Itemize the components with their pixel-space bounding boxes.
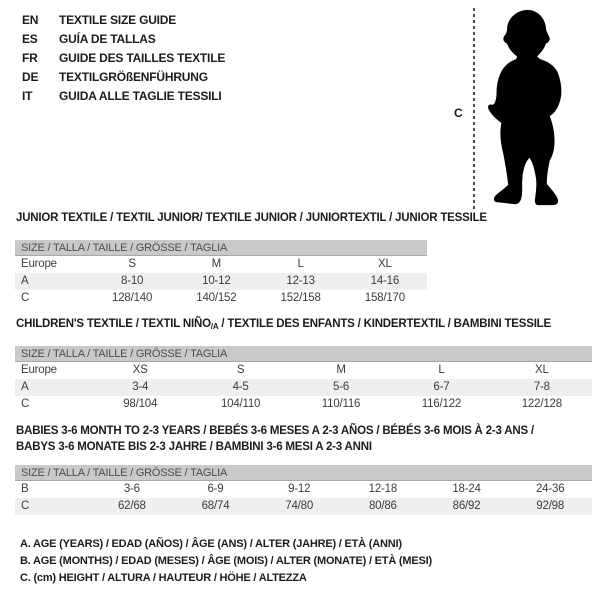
age-cell: 12-18 <box>368 483 398 495</box>
row-label: Europe <box>21 258 57 270</box>
footnote-height: C. (cm) HEIGHT / ALTURA / HAUTEUR / HÖHE / ALTEZZA <box>20 572 307 584</box>
footnote-age-months: B. AGE (MONTHS) / EDAD (MESES) / ÂGE (MOIS) / ALTER (MONATE) / ETÀ (MESI) <box>20 555 432 567</box>
height-measure-label: C <box>454 106 463 120</box>
height-cell: 74/80 <box>285 500 314 512</box>
height-cell: 110/116 <box>321 398 361 410</box>
babies-size-table <box>15 465 592 515</box>
title-subscript: /A <box>210 322 219 331</box>
row-label: Europe <box>21 364 57 376</box>
language-code: IT <box>22 89 33 103</box>
age-cell: 6-7 <box>433 381 450 393</box>
age-cell: 12-13 <box>286 275 315 287</box>
age-cell: 24-36 <box>535 483 565 495</box>
legend-footnotes <box>20 536 432 587</box>
table-row-europe <box>15 362 592 379</box>
footnote-age-years: A. AGE (YEARS) / EDAD (AÑOS) / ÂGE (ANS) / ALTER (JAHRE) / ETÀ (ANNI) <box>20 538 402 550</box>
junior-table-title: JUNIOR TEXTILE / TEXTIL JUNIOR/ TEXTILE JUNIOR / JUNIORTEXTIL / JUNIOR TESSILE <box>16 212 487 224</box>
baby-silhouette-icon <box>479 7 576 210</box>
language-label: GUIDA ALLE TAGLIE TESSILI <box>59 89 222 103</box>
height-cell: 116/122 <box>421 398 462 410</box>
language-row-it <box>22 87 225 106</box>
size-cell: S <box>236 364 245 376</box>
age-cell: 14-16 <box>370 275 400 287</box>
row-label: C <box>21 500 30 512</box>
children-table-title <box>16 318 551 331</box>
language-row-en <box>22 11 225 30</box>
language-row-es <box>22 30 225 49</box>
language-label: TEXTILGRÖßENFÜHRUNG <box>59 70 208 84</box>
age-cell: 3-4 <box>132 381 149 393</box>
age-cell: 10-12 <box>202 275 231 287</box>
size-cell: L <box>438 364 445 376</box>
title-line-1: BABIES 3-6 MONTH TO 2-3 YEARS / BEBÉS 3-6 MESES A 2-3 AÑOS / BÉBÉS 3-6 MOIS À 2-3 ANS / <box>16 425 534 437</box>
size-cell: M <box>211 258 222 270</box>
language-label: TEXTILE SIZE GUIDE <box>59 13 177 27</box>
title-line-2: BABYS 3-6 MONATE BIS 2-3 JAHRE / BAMBINI 3-6 MESI A 2-3 ANNI <box>16 441 372 453</box>
height-cell: 68/74 <box>201 500 230 512</box>
age-cell: 18-24 <box>452 483 481 495</box>
age-cell: 8-10 <box>121 275 144 287</box>
height-cell: 152/158 <box>280 292 321 304</box>
title-text: / TEXTILE DES ENFANTS / KINDERTEXTIL / BAMBINI TESSILE <box>218 318 551 330</box>
height-cell: 104/110 <box>220 398 261 410</box>
age-cell: 9-12 <box>288 483 311 495</box>
size-header-bar: SIZE / TALLA / TAILLE / GRÖSSE / TAGLIA <box>15 240 427 256</box>
language-label: GUÍA DE TALLAS <box>59 32 156 46</box>
size-cell: M <box>336 364 346 376</box>
language-code: ES <box>22 32 38 46</box>
language-label: GUIDE DES TAILLES TEXTILE <box>59 51 226 65</box>
language-code: FR <box>22 51 38 65</box>
table-row-age-months <box>15 481 592 498</box>
table-row-age <box>15 379 592 396</box>
language-code: DE <box>22 70 39 84</box>
height-cell: 80/86 <box>368 500 397 512</box>
height-cell: 140/152 <box>196 292 237 304</box>
height-cell: 62/68 <box>117 500 146 512</box>
size-header-bar: SIZE / TALLA / TAILLE / GRÖSSE / TAGLIA <box>15 465 592 481</box>
table-row-europe <box>15 256 427 273</box>
language-row-fr <box>22 49 225 68</box>
size-cell: L <box>297 258 304 270</box>
age-cell: 4-5 <box>232 381 249 393</box>
table-row-height <box>15 396 592 413</box>
size-header-bar: SIZE / TALLA / TAILLE / GRÖSSE / TAGLIA <box>15 346 592 362</box>
size-cell: XL <box>534 364 549 376</box>
height-measure-dashed-line <box>473 8 475 212</box>
age-cell: 7-8 <box>533 381 550 393</box>
table-row-height <box>15 290 427 307</box>
junior-size-table <box>15 240 427 307</box>
table-row-age <box>15 273 427 290</box>
size-cell: S <box>128 258 136 270</box>
size-cell: XL <box>378 258 392 270</box>
height-cell: 122/128 <box>521 398 562 410</box>
table-row-height <box>15 498 592 515</box>
babies-table-title <box>16 423 534 455</box>
age-cell: 6-9 <box>207 483 224 495</box>
height-cell: 92/98 <box>536 500 565 512</box>
language-list <box>22 11 225 106</box>
height-cell: 86/92 <box>452 500 481 512</box>
children-size-table <box>15 346 592 413</box>
height-cell: 98/104 <box>123 398 158 410</box>
height-cell: 158/170 <box>364 292 405 304</box>
row-label: A <box>21 381 29 393</box>
row-label: C <box>21 292 30 304</box>
size-cell: XS <box>132 364 148 376</box>
row-label: B <box>21 483 29 495</box>
row-label: A <box>21 275 29 287</box>
language-row-de <box>22 68 225 87</box>
title-text: CHILDREN'S TEXTILE / TEXTIL NIÑO <box>16 318 211 330</box>
height-cell: 128/140 <box>112 292 153 304</box>
age-cell: 5-6 <box>333 381 350 393</box>
row-label: C <box>21 398 30 410</box>
age-cell: 3-6 <box>123 483 140 495</box>
language-code: EN <box>22 13 39 27</box>
